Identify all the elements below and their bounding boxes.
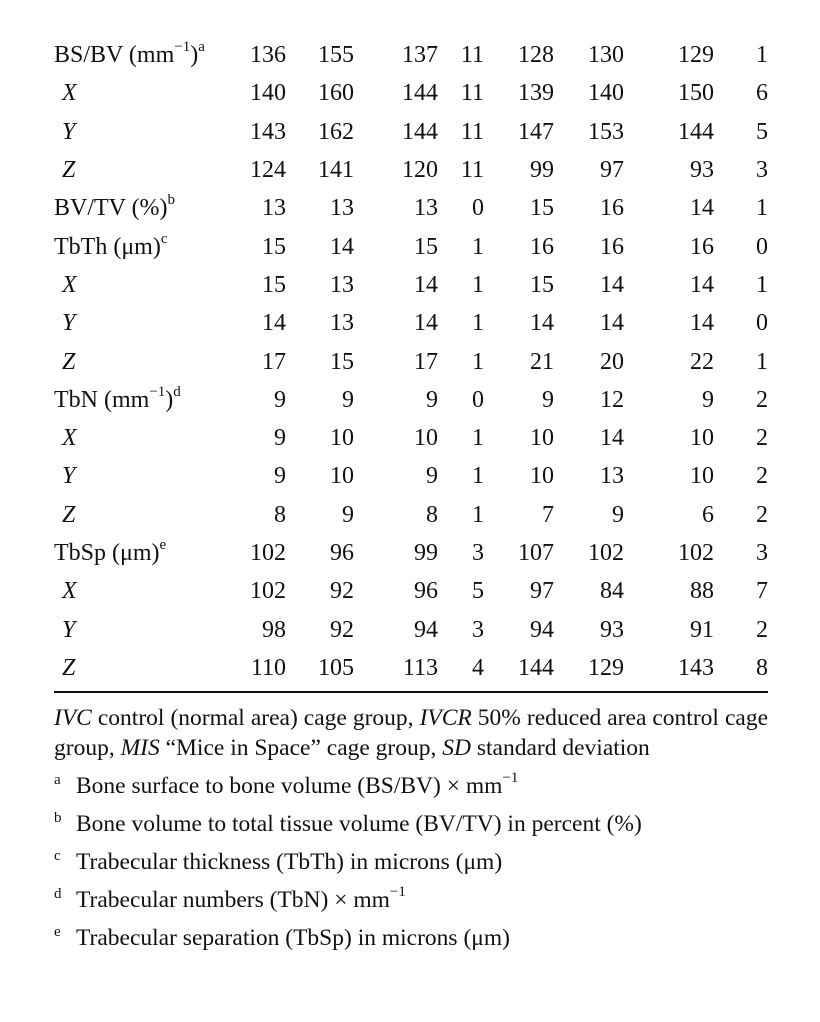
table-cell: 1 — [472, 501, 484, 528]
row-label-text: TbSp (μm) — [54, 540, 160, 566]
row-label-text: X — [62, 80, 77, 107]
table-row — [54, 534, 768, 572]
row-label-text: Y — [62, 310, 76, 337]
table-cell: 15 — [414, 233, 438, 260]
table-row — [54, 36, 768, 74]
table-cell: 8 — [426, 501, 438, 528]
row-label-text: Z — [62, 348, 76, 375]
table-cell: 6 — [702, 501, 714, 528]
table-cell: 130 — [588, 42, 624, 69]
row-label-text: X — [62, 425, 77, 452]
table-cell: 3 — [756, 540, 768, 566]
table-cell: 10 — [414, 425, 438, 452]
table-cell: 144 — [402, 80, 438, 107]
table-cell: 2 — [756, 386, 768, 413]
table-cell: 9 — [426, 386, 438, 413]
table-cell: 14 — [600, 271, 624, 298]
table-cell: 0 — [756, 310, 768, 337]
table-cell: 147 — [518, 118, 554, 145]
row-label-text: Z — [62, 157, 76, 184]
row-label-text: Y — [62, 118, 76, 145]
table-row — [54, 227, 768, 265]
table-row — [54, 610, 768, 648]
table-cell: 16 — [600, 195, 624, 222]
footnote: a Bone surface to bone volume $(BS/BV) \times mm^{-1}$ — [54, 770, 519, 800]
footnote-marker: c — [160, 230, 168, 247]
table-cell: 110 — [250, 654, 286, 681]
table-cell: 124 — [250, 157, 286, 184]
table-cell: 92 — [330, 616, 354, 643]
footnote-exponent: −1 — [389, 884, 406, 901]
table-cell: 9 — [274, 425, 286, 452]
table-cell: 11 — [460, 157, 484, 184]
table-cell: 136 — [250, 42, 286, 69]
axis-label — [54, 572, 232, 610]
table-cell: 22 — [690, 348, 714, 375]
footnote-exponent: −1 — [502, 770, 519, 787]
table-cell: 10 — [330, 425, 354, 452]
table-cell: 2 — [756, 463, 768, 490]
table-cell: 102 — [250, 578, 286, 605]
table-cell: 98 — [262, 616, 286, 643]
table-cell: 96 — [330, 540, 354, 566]
parameter-label — [54, 36, 232, 74]
table-row — [54, 342, 768, 380]
row-label-text: X — [62, 271, 77, 298]
table-page — [54, 36, 768, 953]
table-cell: 1 — [756, 195, 768, 222]
axis-label — [54, 496, 232, 534]
data-table — [54, 36, 768, 687]
unit-exponent: −1 — [149, 383, 166, 400]
table-cell: 143 — [250, 118, 286, 145]
table-cell: 14 — [600, 310, 624, 337]
abbr-mis-text: “Mice in Space” cage group, — [159, 735, 443, 762]
table-row — [54, 572, 768, 610]
table-cell: 14 — [262, 310, 286, 337]
table-cell: 15 — [530, 195, 554, 222]
row-label-text: Z — [62, 654, 76, 681]
axis-label — [54, 113, 232, 151]
table-cell: 3 — [756, 157, 768, 184]
table-cell: 140 — [250, 80, 286, 107]
table-cell: 9 — [542, 386, 554, 413]
footnote-marker: d — [173, 383, 181, 400]
table-cell: 113 — [402, 654, 438, 681]
table-cell: 2 — [756, 616, 768, 643]
footnote-text: Bone volume to total tissue volume (BV/TV) in percent (%) — [76, 811, 642, 838]
table-cell: 11 — [460, 80, 484, 107]
table-row — [54, 649, 768, 687]
abbr-ivc: IVC — [54, 705, 92, 732]
table-notes — [54, 703, 768, 953]
abbreviation-caption — [54, 703, 768, 763]
table-cell: 9 — [342, 501, 354, 528]
row-label-text: Y — [62, 463, 76, 490]
table-cell: 9 — [612, 501, 624, 528]
table-cell: 12 — [600, 386, 624, 413]
table-cell: 140 — [588, 80, 624, 107]
table-cell: 17 — [262, 348, 286, 375]
table-cell: 10 — [690, 425, 714, 452]
parameter-label — [54, 189, 232, 227]
table-cell: 128 — [518, 42, 554, 69]
axis-label — [54, 304, 232, 342]
table-row — [54, 304, 768, 342]
table-cell: 13 — [330, 271, 354, 298]
row-label-text: Y — [62, 616, 76, 643]
table-cell: 4 — [472, 654, 484, 681]
table-cell: 144 — [402, 118, 438, 145]
table-cell: 2 — [756, 425, 768, 452]
row-label-text: BS/BV (mm — [54, 42, 175, 69]
table-row — [54, 381, 768, 419]
table-cell: 14 — [414, 271, 438, 298]
table-cell: 102 — [250, 540, 286, 566]
footnote-marker: e — [159, 537, 167, 553]
table-cell: 129 — [588, 654, 624, 681]
table-row — [54, 74, 768, 112]
table-cell: 14 — [530, 310, 554, 337]
parameter-label — [54, 534, 232, 572]
table-cell: 10 — [330, 463, 354, 490]
table-cell: 0 — [756, 233, 768, 260]
footnote-text: Trabecular numbers (TbN) × mm — [76, 887, 390, 914]
row-label-text: BV/TV (%) — [54, 195, 168, 222]
table-cell: 13 — [414, 195, 438, 222]
table-cell: 10 — [530, 463, 554, 490]
table-cell: 97 — [530, 578, 554, 605]
unit-close-paren: ) — [190, 42, 199, 69]
table-cell: 1 — [472, 463, 484, 490]
table-cell: 94 — [414, 616, 438, 643]
table-cell: 155 — [318, 42, 354, 69]
table-cell: 16 — [600, 233, 624, 260]
table-cell: 16 — [690, 233, 714, 260]
abbr-ivcr-text: 50% reduced area control cage group, — [54, 705, 768, 762]
axis-label — [54, 74, 232, 112]
abbr-mis: MIS — [120, 735, 160, 762]
table-bottom-rule — [54, 691, 768, 693]
axis-label — [54, 457, 232, 495]
table-body — [54, 36, 768, 687]
table-cell: 97 — [600, 157, 624, 184]
row-label-text: TbN (mm — [54, 386, 150, 413]
table-cell: 10 — [690, 463, 714, 490]
table-cell: 15 — [262, 271, 286, 298]
table-cell: 9 — [426, 463, 438, 490]
table-cell: 8 — [756, 654, 768, 681]
table-cell: 120 — [402, 157, 438, 184]
table-cell: 107 — [518, 540, 554, 566]
table-cell: 93 — [600, 616, 624, 643]
unit-close-paren: ) — [165, 386, 174, 413]
table-cell: 7 — [542, 501, 554, 528]
table-row — [54, 457, 768, 495]
table-cell: 1 — [472, 233, 484, 260]
table-row — [54, 151, 768, 189]
axis-label — [54, 649, 232, 687]
abbr-ivc-text: control (normal area) cage group, — [91, 705, 420, 732]
table-cell: 9 — [274, 386, 286, 413]
abbr-sd-text: standard deviation — [471, 735, 650, 762]
table-cell: 1 — [756, 348, 768, 375]
axis-label — [54, 419, 232, 457]
table-cell: 20 — [600, 348, 624, 375]
table-cell: 13 — [330, 310, 354, 337]
table-cell: 144 — [518, 654, 554, 681]
abbr-sd: SD — [442, 735, 471, 762]
table-cell: 15 — [330, 348, 354, 375]
table-cell: 14 — [414, 310, 438, 337]
table-cell: 139 — [518, 80, 554, 107]
footnote: c Trabecular thickness (TbTh) in microns (μm) — [54, 848, 503, 876]
table-cell: 1 — [472, 271, 484, 298]
parameter-label — [54, 227, 232, 265]
axis-label — [54, 610, 232, 648]
table-cell: 7 — [756, 578, 768, 605]
table-cell: 13 — [600, 463, 624, 490]
table-cell: 10 — [530, 425, 554, 452]
table-cell: 0 — [472, 386, 484, 413]
table-cell: 14 — [600, 425, 624, 452]
axis-label — [54, 151, 232, 189]
table-cell: 0 — [472, 195, 484, 222]
table-cell: 11 — [460, 42, 484, 69]
table-cell: 144 — [678, 118, 714, 145]
table-row — [54, 496, 768, 534]
parameter-label — [54, 381, 232, 419]
table-cell: 3 — [472, 540, 484, 566]
table-cell: 160 — [318, 80, 354, 107]
footnote-marker: b — [167, 192, 176, 209]
table-cell: 17 — [414, 348, 438, 375]
footnote-text: Trabecular separation (TbSp) in microns (μm) — [76, 925, 510, 952]
abbr-ivcr: IVCR — [419, 705, 472, 732]
table-cell: 14 — [690, 310, 714, 337]
table-row — [54, 266, 768, 304]
axis-label — [54, 266, 232, 304]
footnote-text: Bone surface to bone volume (BS/BV) × mm — [76, 773, 503, 800]
table-cell: 5 — [756, 118, 768, 145]
table-cell: 16 — [530, 233, 554, 260]
table-cell: 15 — [262, 233, 286, 260]
table-cell: 8 — [274, 501, 286, 528]
table-cell: 99 — [414, 540, 438, 566]
table-cell: 96 — [414, 578, 438, 605]
table-cell: 1 — [472, 348, 484, 375]
table-cell: 1 — [756, 271, 768, 298]
table-cell: 3 — [472, 616, 484, 643]
table-cell: 137 — [402, 42, 438, 69]
table-cell: 105 — [318, 654, 354, 681]
table-cell: 14 — [330, 233, 354, 260]
table-cell: 1 — [472, 425, 484, 452]
row-label-text: TbTh (μm) — [54, 233, 161, 260]
table-row — [54, 419, 768, 457]
footnote: d Trabecular numbers $(TbN) \times mm^{-1}$ — [54, 884, 406, 914]
table-cell: 1 — [472, 310, 484, 337]
table-cell: 129 — [678, 42, 714, 69]
table-cell: 11 — [460, 118, 484, 145]
axis-label — [54, 342, 232, 380]
table-cell: 162 — [318, 118, 354, 145]
table-cell: 102 — [678, 540, 714, 566]
table-cell: 6 — [756, 80, 768, 107]
footnote-marker: a — [198, 39, 205, 56]
table-cell: 150 — [678, 80, 714, 107]
table-cell: 14 — [690, 271, 714, 298]
table-cell: 9 — [342, 386, 354, 413]
table-cell: 143 — [678, 654, 714, 681]
table-cell: 84 — [600, 578, 624, 605]
table-cell: 93 — [690, 157, 714, 184]
table-cell: 14 — [690, 195, 714, 222]
footnote: b Bone volume to total tissue volume (BV/TV) in percent (%) — [54, 810, 642, 838]
table-cell: 13 — [330, 195, 354, 222]
table-cell: 99 — [530, 157, 554, 184]
table-cell: 5 — [472, 578, 484, 605]
table-cell: 2 — [756, 501, 768, 528]
table-cell: 94 — [530, 616, 554, 643]
footnote: e Trabecular separation (TbSp) in microns (μm) — [54, 924, 510, 952]
table-cell: 21 — [530, 348, 554, 375]
unit-exponent: −1 — [174, 39, 191, 56]
row-label-text: X — [62, 578, 77, 605]
footnotes-list — [54, 771, 768, 953]
table-cell: 1 — [756, 42, 768, 69]
table-cell: 102 — [588, 540, 624, 566]
table-cell: 13 — [262, 195, 286, 222]
table-cell: 141 — [318, 157, 354, 184]
table-cell: 88 — [690, 578, 714, 605]
table-cell: 15 — [530, 271, 554, 298]
table-cell: 9 — [702, 386, 714, 413]
table-cell: 91 — [690, 616, 714, 643]
table-cell: 153 — [588, 118, 624, 145]
row-label-text: Z — [62, 501, 76, 528]
footnote-text: Trabecular thickness (TbTh) in microns (μm) — [76, 849, 503, 876]
table-cell: 92 — [330, 578, 354, 605]
table-row — [54, 189, 768, 227]
table-row — [54, 113, 768, 151]
table-cell: 9 — [274, 463, 286, 490]
